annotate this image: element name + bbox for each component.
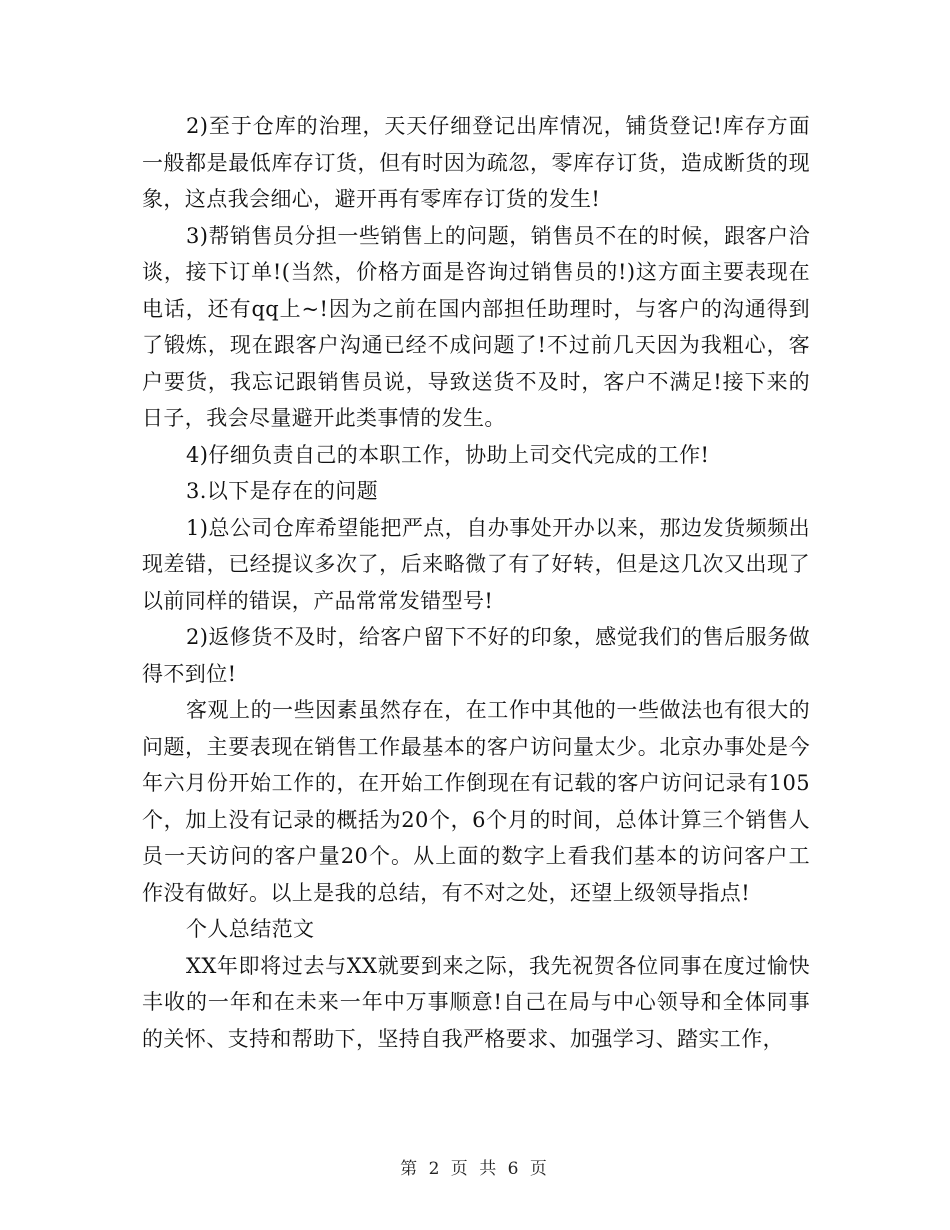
paragraph-problem-repair: 2)返修货不及时，给客户留下不好的印象，感觉我们的售后服务做得不到位! (142, 625, 810, 686)
section-heading-personal-summary: 个人总结范文 (186, 917, 315, 941)
section-heading-problems: 3.以下是存在的问题 (186, 479, 379, 503)
paragraph-warehouse-management: 2)至于仓库的治理，天天仔细登记出库情况，铺货登记!库存方面一般都是最低库存订货，但有时因为疏忽，零库存订货，造成断货的现象，这点我会细心，避开再有零库存订货的发生! (142, 114, 810, 211)
document-body (142, 108, 810, 1057)
paragraph-problem-warehouse: 1)总公司仓库希望能把严点，自办事处开办以来，那边发货频频出现差错，已经提议多次了，后来略微了有了好转，但是这几次又出现了以前同样的错误，产品常常发错型号! (142, 515, 810, 613)
paragraph-assist-sales: 3)帮销售员分担一些销售上的问题，销售员不在的时候，跟客户洽谈，接下订单!(当然，价格方面是咨询过销售员的!)这方面主要表现在电话，还有qq上~!因为之前在国内部担任助理时，与客户的沟通得到了锻炼，现在跟客户沟通已经不成问题了!不过前几天因为我粗心，客户要货，我忘记跟销售员说，导致送货不及时，客户不满足!接下来的日子，我会尽量避开此类事情的发生。 (142, 223, 810, 430)
paragraph-own-duties: 4)仔细负责自己的本职工作，协助上司交代完成的工作! (186, 442, 710, 467)
page-number-footer: 第 2 页 共 6 页 (400, 1159, 550, 1179)
paragraph-personal-summary-intro: XX年即将过去与XX就要到来之际，我先祝贺各位同事在度过愉快丰收的一年和在未来一年中万事顺意!自己在局与中心领导和全体同事的关怀、支持和帮助下，坚持自我严格要求、加强学习、踏实工作， (142, 953, 810, 1051)
paragraph-objective-factors: 客观上的一些因素虽然存在，在工作中其他的一些做法也有很大的问题，主要表现在销售工作最基本的客户访问量太少。北京办事处是今年六月份开始工作的，在开始工作倒现在有记载的客户访问记录有105个，加上没有记录的概括为20个，6个月的时间，总体计算三个销售人员一天访问的客户量20个。从上面的数字上看我们基本的访问客户工作没有做好。以上是我的总结，有不对之处，还望上级领导指点! (142, 698, 810, 905)
